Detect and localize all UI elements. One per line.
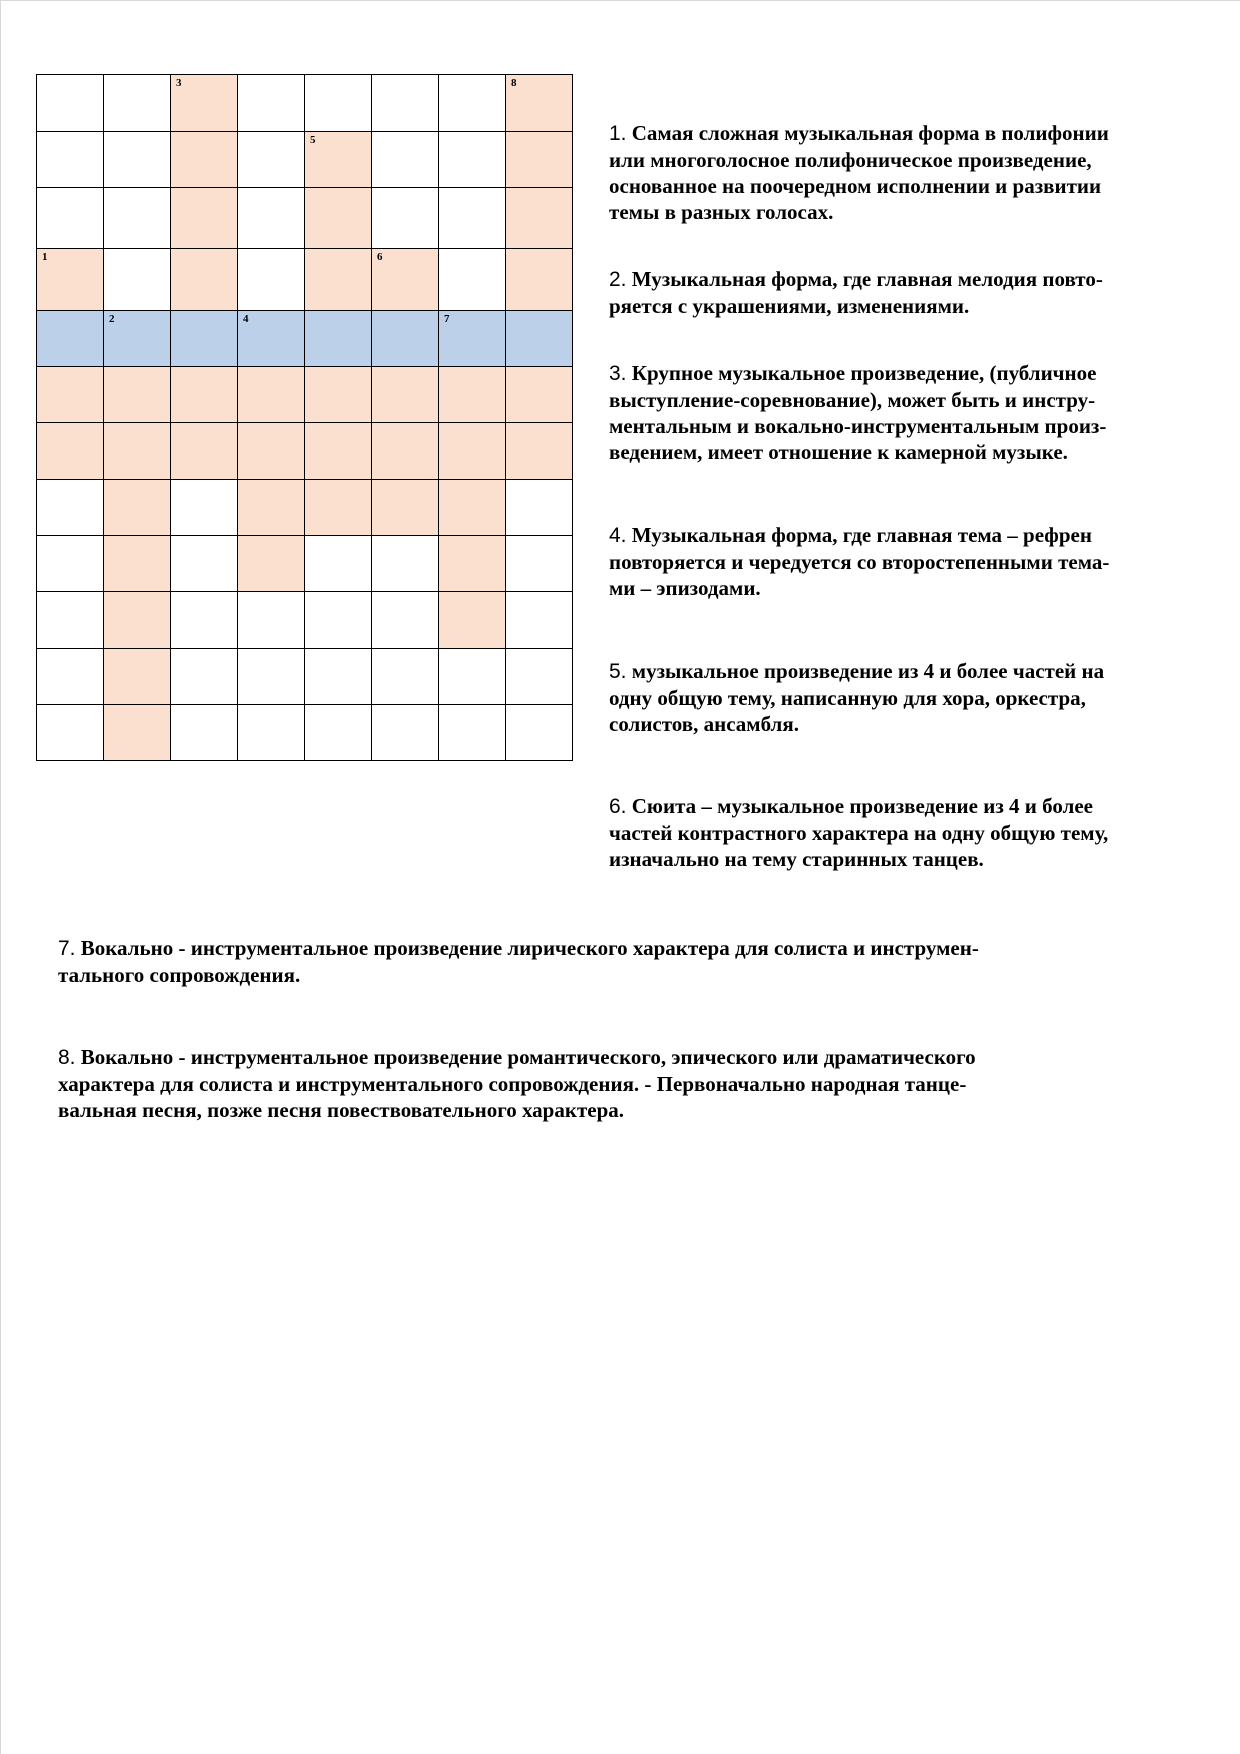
crossword-cell[interactable] — [170, 422, 238, 480]
clue-text: Музыкальная форма, где главная мелодия повто- — [631, 267, 1103, 291]
cell-number: 4 — [243, 313, 249, 325]
clue-7 — [58, 935, 979, 988]
clue-text: темы в разных голосах. — [609, 200, 834, 224]
clue-line — [609, 793, 1108, 820]
clue-line — [58, 1044, 976, 1071]
cell-number: 1 — [42, 251, 48, 263]
clue-text: Сюита – музыкальное произведение из 4 и более — [631, 794, 1093, 818]
crossword-cell[interactable] — [170, 648, 238, 705]
clue-number: 1. — [609, 122, 627, 145]
crossword-grid — [36, 74, 572, 760]
clue-number: 8. — [58, 1046, 76, 1069]
clue-text: ми – эпизодами. — [609, 576, 761, 600]
clue-line — [58, 962, 979, 988]
clue-line — [609, 685, 1104, 711]
crossword-cell[interactable] — [304, 310, 372, 367]
crossword-cell[interactable] — [237, 704, 305, 761]
clue-line — [609, 522, 1109, 549]
crossword-cell[interactable] — [304, 187, 372, 249]
crossword-cell[interactable] — [237, 535, 305, 592]
clue-text: основанное на поочередном исполнении и развитии — [609, 174, 1102, 198]
crossword-cell[interactable] — [438, 310, 506, 367]
crossword-cell[interactable] — [170, 187, 238, 249]
clue-line — [609, 147, 1109, 173]
crossword-cell[interactable] — [36, 535, 104, 592]
crossword-cell[interactable] — [505, 131, 573, 188]
crossword-cell[interactable] — [103, 248, 171, 311]
clue-text: ментальным и вокально-инструментальным произ- — [609, 414, 1107, 438]
clue-text: Вокально - инструментальное произведение романтического, эпического или драматического — [80, 1045, 976, 1069]
crossword-cell[interactable] — [36, 479, 104, 536]
crossword-cell[interactable] — [304, 535, 372, 592]
crossword-cell[interactable] — [237, 366, 305, 423]
clue-number: 6. — [609, 795, 627, 818]
crossword-cell[interactable] — [304, 648, 372, 705]
page-edge — [0, 0, 1, 1754]
clue-5 — [609, 658, 1104, 737]
crossword-cell[interactable] — [505, 704, 573, 761]
crossword-cell[interactable] — [304, 704, 372, 761]
crossword-cell[interactable] — [371, 131, 439, 188]
crossword-cell[interactable] — [237, 310, 305, 367]
clue-number: 4. — [609, 524, 627, 547]
crossword-cell[interactable] — [103, 479, 171, 536]
clue-line — [609, 120, 1109, 147]
crossword-cell[interactable] — [103, 422, 171, 480]
cell-number: 3 — [176, 77, 182, 89]
crossword-cell[interactable] — [170, 310, 238, 367]
crossword-cell[interactable] — [371, 74, 439, 132]
crossword-cell[interactable] — [371, 310, 439, 367]
cell-number: 7 — [444, 313, 450, 325]
clue-line — [609, 711, 1104, 737]
crossword-cell[interactable] — [36, 648, 104, 705]
crossword-cell[interactable] — [103, 131, 171, 188]
crossword-cell[interactable] — [103, 366, 171, 423]
clue-line — [609, 266, 1103, 293]
crossword-cell[interactable] — [505, 535, 573, 592]
clue-text: одну общую тему, написанную для хора, оркестра, — [609, 686, 1086, 710]
crossword-cell[interactable] — [438, 366, 506, 423]
clue-line — [609, 173, 1109, 199]
clue-number: 3. — [609, 362, 627, 385]
crossword-cell[interactable] — [505, 591, 573, 649]
crossword-cell[interactable] — [237, 131, 305, 188]
cell-number: 2 — [109, 313, 115, 325]
crossword-cell[interactable] — [304, 591, 372, 649]
clue-text: ряется с украшениями, изменениями. — [609, 294, 970, 318]
crossword-cell[interactable] — [371, 648, 439, 705]
clue-line — [609, 387, 1106, 413]
crossword-cell[interactable] — [36, 74, 104, 132]
crossword-cell[interactable] — [505, 479, 573, 536]
clue-text: вальная песня, позже песня повествовательного характера. — [58, 1098, 625, 1122]
crossword-cell[interactable] — [103, 648, 171, 705]
crossword-cell[interactable] — [438, 479, 506, 536]
crossword-cell[interactable] — [505, 74, 573, 132]
crossword-cell[interactable] — [36, 248, 104, 311]
crossword-cell[interactable] — [103, 187, 171, 249]
clue-line — [58, 1071, 976, 1097]
crossword-cell[interactable] — [438, 248, 506, 311]
clue-text: Крупное музыкальное произведение, (публичное — [631, 361, 1097, 385]
crossword-cell[interactable] — [237, 248, 305, 311]
cell-number: 8 — [511, 77, 517, 89]
clue-2 — [609, 266, 1103, 319]
crossword-cell[interactable] — [36, 704, 104, 761]
crossword-cell[interactable] — [371, 187, 439, 249]
clue-text: Самая сложная музыкальная форма в полифонии — [631, 121, 1109, 145]
crossword-cell[interactable] — [371, 535, 439, 592]
crossword-cell[interactable] — [103, 535, 171, 592]
clue-text: тального сопровождения. — [58, 963, 301, 987]
crossword-cell[interactable] — [438, 591, 506, 649]
clue-line — [609, 658, 1104, 685]
cell-number: 5 — [310, 134, 316, 146]
clue-6 — [609, 793, 1108, 872]
page-edge — [0, 0, 1240, 1]
crossword-cell[interactable] — [438, 704, 506, 761]
clue-8 — [58, 1044, 976, 1123]
crossword-cell[interactable] — [505, 187, 573, 249]
crossword-cell[interactable] — [170, 74, 238, 132]
clue-line — [609, 199, 1109, 225]
crossword-cell[interactable] — [237, 74, 305, 132]
clue-line — [58, 935, 979, 962]
crossword-cell[interactable] — [237, 479, 305, 536]
crossword-cell[interactable] — [103, 704, 171, 761]
crossword-cell[interactable] — [103, 591, 171, 649]
crossword-cell[interactable] — [371, 248, 439, 311]
crossword-cell[interactable] — [371, 704, 439, 761]
clue-line — [609, 575, 1109, 601]
clue-line — [609, 439, 1106, 465]
crossword-cell[interactable] — [438, 187, 506, 249]
clue-text: частей контрастного характера на одну общую тему, — [609, 821, 1109, 845]
crossword-cell[interactable] — [304, 248, 372, 311]
crossword-cell[interactable] — [36, 366, 104, 423]
clue-text: ведением, имеет отношение к камерной музыке. — [609, 440, 1068, 464]
crossword-cell[interactable] — [438, 648, 506, 705]
crossword-cell[interactable] — [237, 591, 305, 649]
clue-text: выступление-соревнование), может быть и инстру- — [609, 388, 1096, 412]
clue-text: изначально на тему старинных танцев. — [609, 847, 984, 871]
clue-line — [609, 360, 1106, 387]
crossword-cell[interactable] — [371, 479, 439, 536]
crossword-cell[interactable] — [170, 366, 238, 423]
crossword-cell[interactable] — [304, 131, 372, 188]
crossword-cell[interactable] — [304, 422, 372, 480]
crossword-cell[interactable] — [170, 535, 238, 592]
crossword-cell[interactable] — [103, 74, 171, 132]
clue-line — [58, 1097, 976, 1123]
crossword-cell[interactable] — [36, 422, 104, 480]
crossword-cell[interactable] — [505, 648, 573, 705]
crossword-cell[interactable] — [36, 310, 104, 367]
crossword-cell[interactable] — [170, 704, 238, 761]
crossword-cell[interactable] — [237, 422, 305, 480]
crossword-cell[interactable] — [304, 366, 372, 423]
clue-text: Вокально - инструментальное произведение лирического характера для солиста и инструмен- — [80, 936, 979, 960]
clue-text: характера для солиста и инструментального сопровождения. - Первоначально народная танце- — [58, 1072, 967, 1096]
crossword-cell[interactable] — [505, 310, 573, 367]
crossword-cell[interactable] — [36, 131, 104, 188]
crossword-cell[interactable] — [505, 422, 573, 480]
crossword-cell[interactable] — [304, 74, 372, 132]
clue-line — [609, 846, 1108, 872]
clue-line — [609, 549, 1109, 575]
crossword-cell[interactable] — [371, 422, 439, 480]
crossword-cell[interactable] — [36, 591, 104, 649]
crossword-cell[interactable] — [170, 479, 238, 536]
clue-line — [609, 293, 1103, 319]
clue-text: Музыкальная форма, где главная тема – рефрен — [631, 523, 1092, 547]
crossword-cell[interactable] — [505, 248, 573, 311]
crossword-cell[interactable] — [36, 187, 104, 249]
clue-number: 2. — [609, 268, 627, 291]
clue-text: музыкальное произведение из 4 и более частей на — [631, 659, 1105, 683]
clue-text: повторяется и чередуется со второстепенными тема- — [609, 550, 1110, 574]
crossword-cell[interactable] — [237, 648, 305, 705]
clue-line — [609, 820, 1108, 846]
crossword-cell[interactable] — [505, 366, 573, 423]
crossword-cell[interactable] — [371, 591, 439, 649]
crossword-cell[interactable] — [103, 310, 171, 367]
clue-1 — [609, 120, 1109, 225]
clue-3 — [609, 360, 1106, 465]
crossword-cell[interactable] — [438, 74, 506, 132]
crossword-cell[interactable] — [304, 479, 372, 536]
cell-number: 6 — [377, 251, 383, 263]
crossword-cell[interactable] — [438, 535, 506, 592]
crossword-cell[interactable] — [170, 131, 238, 188]
crossword-cell[interactable] — [371, 366, 439, 423]
clue-number: 5. — [609, 660, 627, 683]
clue-4 — [609, 522, 1109, 601]
crossword-cell[interactable] — [438, 422, 506, 480]
crossword-cell[interactable] — [438, 131, 506, 188]
crossword-cell[interactable] — [170, 591, 238, 649]
clue-line — [609, 413, 1106, 439]
crossword-cell[interactable] — [170, 248, 238, 311]
crossword-cell[interactable] — [237, 187, 305, 249]
clue-text: солистов, ансамбля. — [609, 712, 799, 736]
clue-number: 7. — [58, 937, 76, 960]
clue-text: или многоголосное полифоническое произведение, — [609, 148, 1092, 172]
